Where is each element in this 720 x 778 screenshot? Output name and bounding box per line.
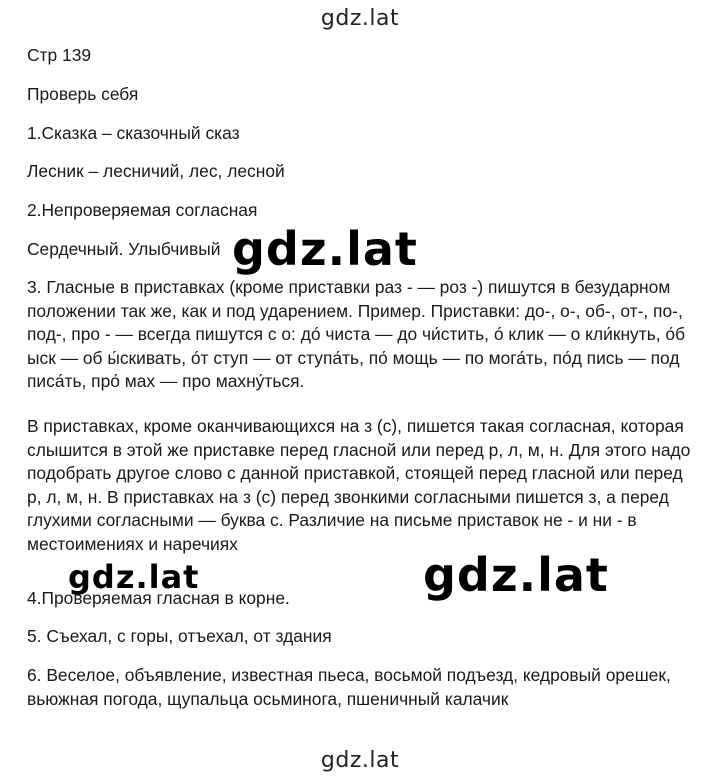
answer-2: 2.Непроверяемая согласная <box>27 200 258 220</box>
answer-4: 4.Проверяемая гласная в корне. <box>27 588 290 608</box>
answer-2-detail: Сердечный. Улыбчивый <box>27 239 221 259</box>
watermark-overlay-3: gdz.lat <box>423 548 609 602</box>
answer-1-detail: Лесник – лесничий, лес, лесной <box>27 161 285 181</box>
answer-3-paragraph-2: В приставках, кроме оканчивающихся на з (с), пишется такая согласная, которая слышится в этой же приставке перед гласной или перед р, л, м, н. Для этого надо подобрать другое слово с данной приставкой, стоящей перед гласной или перед р, л, м, н. В приставках на з (с) перед звонкими согласными пишется з, а перед глухими согласными — буква с. Различие на письме приставок не - и ни - в местоимениях и наречиях <box>27 416 691 554</box>
watermark-overlay-2: gdz.lat <box>68 558 200 596</box>
section-heading: Проверь себя <box>27 84 139 104</box>
watermark-top: gdz.lat <box>320 6 400 31</box>
watermark-bottom: gdz.lat <box>320 748 400 773</box>
answer-1: 1.Сказка – сказочный сказ <box>27 123 240 143</box>
answer-3-paragraph-1: 3. Гласные в приставках (кроме приставки раз - — роз -) пишутся в безударном положении так же, как и под ударением. Пример. Приставки: до-, о-, об-, от-, по-, под-, про - — всегда пишутся с о: до́ чиста — до чи́стить, о́ клик — о кли́кнуть, о́б ыск — об ы́скивать, о́т ступ — от ступа́ть, по́ мощь — по мога́ть, по́д пись — под писа́ть, про́ мах — про махну́ться. <box>27 277 686 391</box>
watermark-overlay-1: gdz.lat <box>232 222 418 276</box>
answer-5: 5. Съехал, с горы, отъехал, от здания <box>27 626 332 646</box>
answer-6: 6. Веселое, объявление, известная пьеса, восьмой подъезд, кедровый орешек, вьюжная погода, щупальца осьминога, пшеничный калачик <box>27 665 671 709</box>
page-number: Стр 139 <box>27 45 92 65</box>
